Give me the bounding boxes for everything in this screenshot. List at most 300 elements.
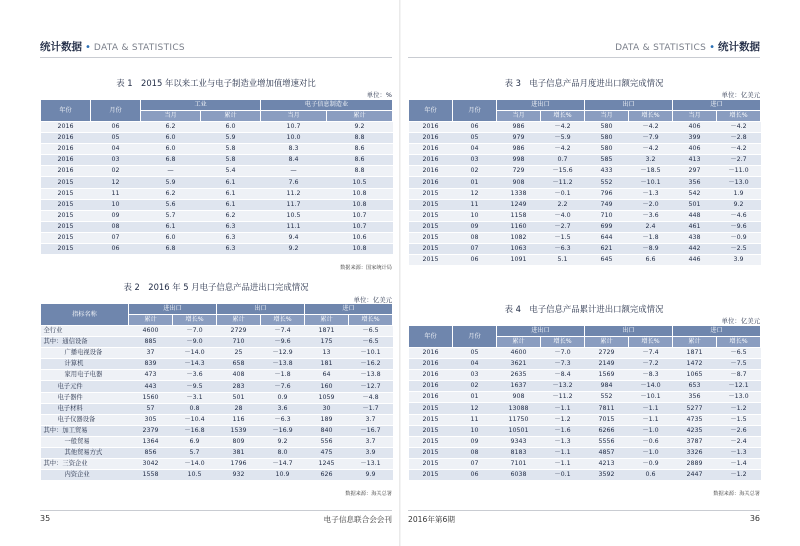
table-cell: 4600	[497, 348, 541, 359]
table-row	[409, 403, 761, 414]
table-cell: 446	[673, 255, 717, 266]
table-cell: 5277	[673, 403, 717, 414]
table-cell: 1249	[497, 199, 541, 210]
table-cell: －10.4	[173, 414, 217, 425]
table-cell: －1.2	[717, 403, 761, 414]
table4-subheader: 增长%	[717, 337, 761, 348]
section-subtitle: DATA & STATISTICS	[615, 43, 707, 53]
header-separator: •	[85, 42, 91, 53]
table-cell: 5.7	[141, 210, 201, 221]
table-cell: 710	[585, 210, 629, 221]
table3-unit: 单位：亿美元	[721, 91, 760, 99]
table-cell: 11	[453, 414, 497, 425]
table-cell: 1338	[497, 188, 541, 199]
table-cell: 04	[91, 144, 141, 155]
table-cell: 984	[585, 381, 629, 392]
table-cell: 4857	[585, 447, 629, 458]
table-row	[409, 359, 761, 370]
table-cell: 10.7	[327, 221, 393, 232]
table-cell: 0.8	[173, 403, 217, 414]
table-cell: 0.7	[541, 155, 585, 166]
table-cell: 1059	[305, 392, 349, 403]
table-row	[41, 232, 393, 243]
table-cell: 10	[453, 210, 497, 221]
table-cell: －7.4	[261, 326, 305, 337]
table-cell: －1.2	[717, 470, 761, 481]
table-row	[41, 381, 393, 392]
table-cell: 2.4	[629, 221, 673, 232]
table-cell: －1.1	[541, 458, 585, 469]
table-cell: －14.0	[173, 459, 217, 470]
table-cell: 283	[217, 381, 261, 392]
table-cell: 2015	[41, 188, 91, 199]
table-cell: －3.1	[173, 392, 217, 403]
table-cell: —	[141, 166, 201, 177]
table-cell: 2015	[41, 177, 91, 188]
table3-subheader: 当月	[497, 111, 541, 122]
table-cell: 2016	[409, 155, 453, 166]
table-cell: 1560	[129, 392, 173, 403]
table-cell: 6.8	[141, 244, 201, 255]
table-cell: 8.6	[327, 155, 393, 166]
table-cell: －12.1	[717, 381, 761, 392]
table3-subheader: 当月	[585, 111, 629, 122]
table-cell: －1.0	[629, 447, 673, 458]
table-cell: 05	[91, 133, 141, 144]
table-row	[409, 381, 761, 392]
table-row	[41, 326, 393, 337]
table-row	[41, 177, 393, 188]
table-cell: －2.5	[717, 244, 761, 255]
table-cell: 28	[217, 403, 261, 414]
table-row	[41, 403, 393, 414]
table-cell: 8.8	[327, 133, 393, 144]
table-cell: 03	[91, 155, 141, 166]
table-cell: 13	[305, 348, 349, 359]
table-cell: 2016	[41, 122, 91, 133]
table-cell: 7811	[585, 403, 629, 414]
table-cell: 3621	[497, 359, 541, 370]
table-cell: 2016	[41, 166, 91, 177]
table2-header-name: 指标名称	[41, 304, 129, 326]
table1-unit: 单位：%	[366, 91, 392, 99]
table2-header-trade: 进出口	[129, 304, 217, 315]
table2	[40, 303, 393, 481]
table-cell: 2015	[409, 414, 453, 425]
row-label: 计算机	[41, 359, 129, 370]
table-cell: 08	[453, 447, 497, 458]
table-cell: 160	[305, 381, 349, 392]
table-cell: 2015	[41, 232, 91, 243]
publication-name: 电子信息联合会会刊	[323, 515, 392, 524]
table-cell: 644	[585, 232, 629, 243]
table-cell: 37	[129, 348, 173, 359]
table-cell: 64	[305, 370, 349, 381]
table-cell: 5.8	[201, 144, 261, 155]
table-cell: －14.3	[173, 359, 217, 370]
table1	[40, 99, 393, 255]
table-cell: 06	[91, 122, 141, 133]
table-cell: －4.6	[717, 210, 761, 221]
table-cell: 3.2	[629, 155, 673, 166]
table-cell: －8.9	[629, 244, 673, 255]
table-cell: 6.9	[173, 436, 217, 447]
table-cell: 09	[453, 436, 497, 447]
table-cell: 11.7	[261, 199, 327, 210]
table-cell: 10.8	[327, 244, 393, 255]
table2-header-export: 出口	[217, 304, 305, 315]
table-cell: 2016	[409, 381, 453, 392]
table-cell: －13.1	[349, 459, 393, 470]
table-cell: 2016	[409, 370, 453, 381]
table-row	[41, 425, 393, 436]
table4-subheader: 增长%	[629, 337, 673, 348]
table-cell: 356	[673, 177, 717, 188]
table-cell: 2015	[409, 436, 453, 447]
table-cell: 2015	[409, 447, 453, 458]
table4-subheader: 累计	[585, 337, 629, 348]
table-cell: 932	[217, 470, 261, 481]
table-cell: －10.1	[349, 348, 393, 359]
table-cell: 1871	[673, 348, 717, 359]
table-cell: －1.7	[349, 403, 393, 414]
table-cell: 501	[673, 199, 717, 210]
table-cell: －0.6	[629, 436, 673, 447]
table-row	[41, 348, 393, 359]
table-cell: 09	[91, 210, 141, 221]
table-cell: 10.5	[261, 210, 327, 221]
table-cell: 2635	[497, 370, 541, 381]
table-cell: 6.3	[201, 221, 261, 232]
table-cell: 6.0	[201, 122, 261, 133]
row-label: 一般贸易	[41, 436, 129, 447]
table-cell: 580	[585, 133, 629, 144]
table4-title: 表 4 电子信息产品累计进出口额完成情况	[504, 304, 664, 314]
header-separator: •	[709, 42, 715, 53]
table-cell: 07	[453, 244, 497, 255]
table-cell: －8.4	[541, 370, 585, 381]
row-label: 电子材料	[41, 403, 129, 414]
table-cell: 2015	[409, 210, 453, 221]
table-row	[409, 348, 761, 359]
table-cell: 7101	[497, 458, 541, 469]
table-cell: 399	[673, 133, 717, 144]
header-rule	[408, 57, 760, 58]
table-cell: －10.1	[629, 177, 673, 188]
table-row	[41, 244, 393, 255]
table-row	[409, 232, 761, 243]
table1-header-electronics: 电子信息制造业	[261, 100, 393, 111]
table-cell: 11	[453, 199, 497, 210]
table-cell: 1539	[217, 425, 261, 436]
table-cell: 9.2	[261, 244, 327, 255]
row-label: 家用电子电器	[41, 370, 129, 381]
table-cell: －6.5	[349, 326, 393, 337]
table-cell: 1364	[129, 436, 173, 447]
table-cell: －7.3	[541, 359, 585, 370]
table1-title: 表 1 2015 年以来工业与电子制造业增加值增速对比	[116, 78, 316, 88]
footer-rule	[40, 510, 392, 511]
table-cell: 406	[673, 144, 717, 155]
table3-header-trade: 进出口	[497, 100, 585, 111]
table-cell: 3.9	[349, 448, 393, 459]
table-row	[409, 210, 761, 221]
table-cell: 10.8	[327, 199, 393, 210]
table-cell: －13.0	[717, 177, 761, 188]
table-cell: －2.7	[541, 221, 585, 232]
row-label: 其中：三资企业	[41, 459, 129, 470]
table-cell: 580	[585, 144, 629, 155]
table-cell: 356	[673, 392, 717, 403]
table3-subheader: 增长%	[629, 111, 673, 122]
table-cell: 6.2	[201, 210, 261, 221]
table-cell: －4.0	[541, 210, 585, 221]
table-cell: 5.6	[141, 199, 201, 210]
table-cell: 1871	[305, 326, 349, 337]
table-cell: 645	[585, 255, 629, 266]
section-subtitle: DATA & STATISTICS	[93, 43, 185, 53]
table-cell: 11750	[497, 414, 541, 425]
table4	[408, 325, 761, 481]
table-cell: 0.6	[629, 470, 673, 481]
table-cell: 9.2	[327, 122, 393, 133]
table-row	[41, 370, 393, 381]
table-row	[409, 414, 761, 425]
table-row	[409, 133, 761, 144]
table-cell: 2889	[673, 458, 717, 469]
table-cell: 175	[305, 337, 349, 348]
table-cell: －12.9	[261, 348, 305, 359]
table-cell: 04	[453, 144, 497, 155]
table-cell: 749	[585, 199, 629, 210]
table-cell: 10.5	[327, 177, 393, 188]
table-row	[409, 447, 761, 458]
table-cell: 10.6	[327, 232, 393, 243]
table-cell: －7.6	[261, 381, 305, 392]
table-cell: －1.2	[541, 414, 585, 425]
table2-unit: 单位：亿美元	[353, 296, 392, 304]
table-cell: －1.8	[629, 232, 673, 243]
table-cell: －7.9	[629, 133, 673, 144]
table-cell: 1796	[217, 459, 261, 470]
table-cell: 10.7	[261, 122, 327, 133]
table-cell: 4735	[673, 414, 717, 425]
table-cell: 01	[453, 392, 497, 403]
row-label: 全行业	[41, 326, 129, 337]
table-cell: －5.9	[541, 133, 585, 144]
table-cell: 9.9	[349, 470, 393, 481]
table1-subheader: 累计	[201, 111, 261, 122]
table4-unit: 单位：亿美元	[721, 317, 760, 325]
table-cell: 2015	[409, 470, 453, 481]
table-row	[41, 144, 393, 155]
table-cell: －1.5	[717, 414, 761, 425]
table-cell: 653	[673, 381, 717, 392]
table-cell: 7.6	[261, 177, 327, 188]
table-cell: 9.2	[261, 436, 305, 447]
table-cell: 1160	[497, 221, 541, 232]
table-cell: 2016	[409, 166, 453, 177]
table-cell: 1158	[497, 210, 541, 221]
row-label: 广播电视设备	[41, 348, 129, 359]
table-row	[409, 221, 761, 232]
table-row	[41, 166, 393, 177]
table1-header-month: 月份	[91, 100, 141, 122]
table-cell: －3.6	[173, 370, 217, 381]
table-cell: 473	[129, 370, 173, 381]
table4-source: 数据来源：海关总署	[713, 491, 760, 497]
table-cell: 10.9	[261, 470, 305, 481]
table-cell: 552	[585, 177, 629, 188]
table-cell: 840	[305, 425, 349, 436]
table-cell: 658	[217, 359, 261, 370]
table-cell: 11	[91, 188, 141, 199]
row-label: 其他贸易方式	[41, 448, 129, 459]
table-row	[409, 155, 761, 166]
table-row	[41, 448, 393, 459]
table-cell: 6.0	[141, 232, 201, 243]
page-number-left: 35	[40, 514, 51, 523]
table-cell: －9.0	[173, 337, 217, 348]
table-cell: 885	[129, 337, 173, 348]
table-cell: 5.1	[541, 255, 585, 266]
table3-header-import: 进口	[673, 100, 761, 111]
table-row	[409, 122, 761, 133]
table-cell: －12.7	[349, 381, 393, 392]
table-cell: 580	[585, 122, 629, 133]
table-cell: －6.5	[717, 348, 761, 359]
table-row	[41, 359, 393, 370]
table-cell: 433	[585, 166, 629, 177]
table4-header-month: 月份	[453, 326, 497, 348]
table-row	[41, 210, 393, 221]
table4-subheader: 累计	[497, 337, 541, 348]
table-cell: 12	[453, 188, 497, 199]
table-cell: －4.2	[541, 144, 585, 155]
row-label: 电子元件	[41, 381, 129, 392]
table-cell: 1245	[305, 459, 349, 470]
table-cell: －7.2	[629, 359, 673, 370]
table-cell: 9.2	[717, 199, 761, 210]
table-cell: 2015	[409, 188, 453, 199]
table-cell: —	[261, 166, 327, 177]
table-cell: 8.6	[327, 144, 393, 155]
table-cell: 1569	[585, 370, 629, 381]
table-cell: 796	[585, 188, 629, 199]
table-cell: －13.0	[717, 392, 761, 403]
table-cell: －10.1	[629, 392, 673, 403]
table-cell: 552	[585, 392, 629, 403]
table-cell: 438	[673, 232, 717, 243]
row-label: 内资企业	[41, 470, 129, 481]
table-cell: 7015	[585, 414, 629, 425]
table1-header-year: 年份	[41, 100, 91, 122]
table2-subheader: 增长%	[173, 315, 217, 326]
table3-header-export: 出口	[585, 100, 673, 111]
page-number-right: 36	[749, 514, 760, 523]
table-cell: 5.9	[141, 177, 201, 188]
table-cell: －1.5	[541, 232, 585, 243]
table-cell: 2015	[409, 255, 453, 266]
table-cell: 6.0	[141, 133, 201, 144]
table-cell: －1.8	[261, 370, 305, 381]
table-cell: 6038	[497, 470, 541, 481]
table-cell: 710	[217, 337, 261, 348]
table-cell: －1.4	[717, 458, 761, 469]
table-cell: 1472	[673, 359, 717, 370]
table-cell: 10	[453, 425, 497, 436]
table3-header-month: 月份	[453, 100, 497, 122]
table-cell: 5556	[585, 436, 629, 447]
issue-label: 2016年第6期	[408, 515, 455, 524]
table-cell: －1.1	[629, 414, 673, 425]
table2-header-import: 进口	[305, 304, 393, 315]
left-running-header	[40, 40, 185, 54]
table-cell: 2.2	[541, 199, 585, 210]
table-row	[409, 199, 761, 210]
table2-subheader: 累计	[129, 315, 173, 326]
table-cell: －11.0	[717, 166, 761, 177]
table-row	[409, 470, 761, 481]
table-cell: －9.6	[717, 221, 761, 232]
table-cell: －1.1	[541, 403, 585, 414]
table-cell: 585	[585, 155, 629, 166]
table4-header-year: 年份	[409, 326, 453, 348]
table-cell: 809	[217, 436, 261, 447]
table-cell: 10.0	[261, 133, 327, 144]
table-cell: 2016	[409, 144, 453, 155]
table2-subheader: 累计	[305, 315, 349, 326]
table-cell: －16.8	[173, 425, 217, 436]
table-cell: 986	[497, 122, 541, 133]
table-cell: －11.2	[541, 392, 585, 403]
table-cell: 908	[497, 177, 541, 188]
table-cell: 2015	[409, 458, 453, 469]
table-cell: －1.0	[629, 425, 673, 436]
table-cell: 998	[497, 155, 541, 166]
table-cell: 839	[129, 359, 173, 370]
table-row	[409, 255, 761, 266]
table-cell: －16.2	[349, 359, 393, 370]
table-cell: 0.9	[261, 392, 305, 403]
table-cell: －2.7	[717, 155, 761, 166]
table-cell: 626	[305, 470, 349, 481]
table-cell: 6.0	[141, 144, 201, 155]
table-cell: －1.6	[541, 425, 585, 436]
table-cell: 3.6	[261, 403, 305, 414]
table-cell: 12	[453, 403, 497, 414]
table-cell: －3.6	[629, 210, 673, 221]
table-cell: 2149	[585, 359, 629, 370]
table-cell: 01	[453, 177, 497, 188]
table-cell: 3787	[673, 436, 717, 447]
table-cell: 729	[497, 166, 541, 177]
table-cell: 6.2	[141, 188, 201, 199]
table-cell: －4.2	[541, 122, 585, 133]
table2-subheader: 累计	[217, 315, 261, 326]
table-cell: 1082	[497, 232, 541, 243]
table-cell: 11.2	[261, 188, 327, 199]
table2-source: 数据来源：海关总署	[345, 491, 392, 497]
table-cell: －1.1	[541, 447, 585, 458]
table3-subheader: 当月	[673, 111, 717, 122]
footer-rule	[408, 510, 760, 511]
row-label: 电子仪器设备	[41, 414, 129, 425]
table-cell: 10501	[497, 425, 541, 436]
table-cell: 02	[453, 381, 497, 392]
table-row	[409, 392, 761, 403]
table-cell: 1063	[497, 244, 541, 255]
